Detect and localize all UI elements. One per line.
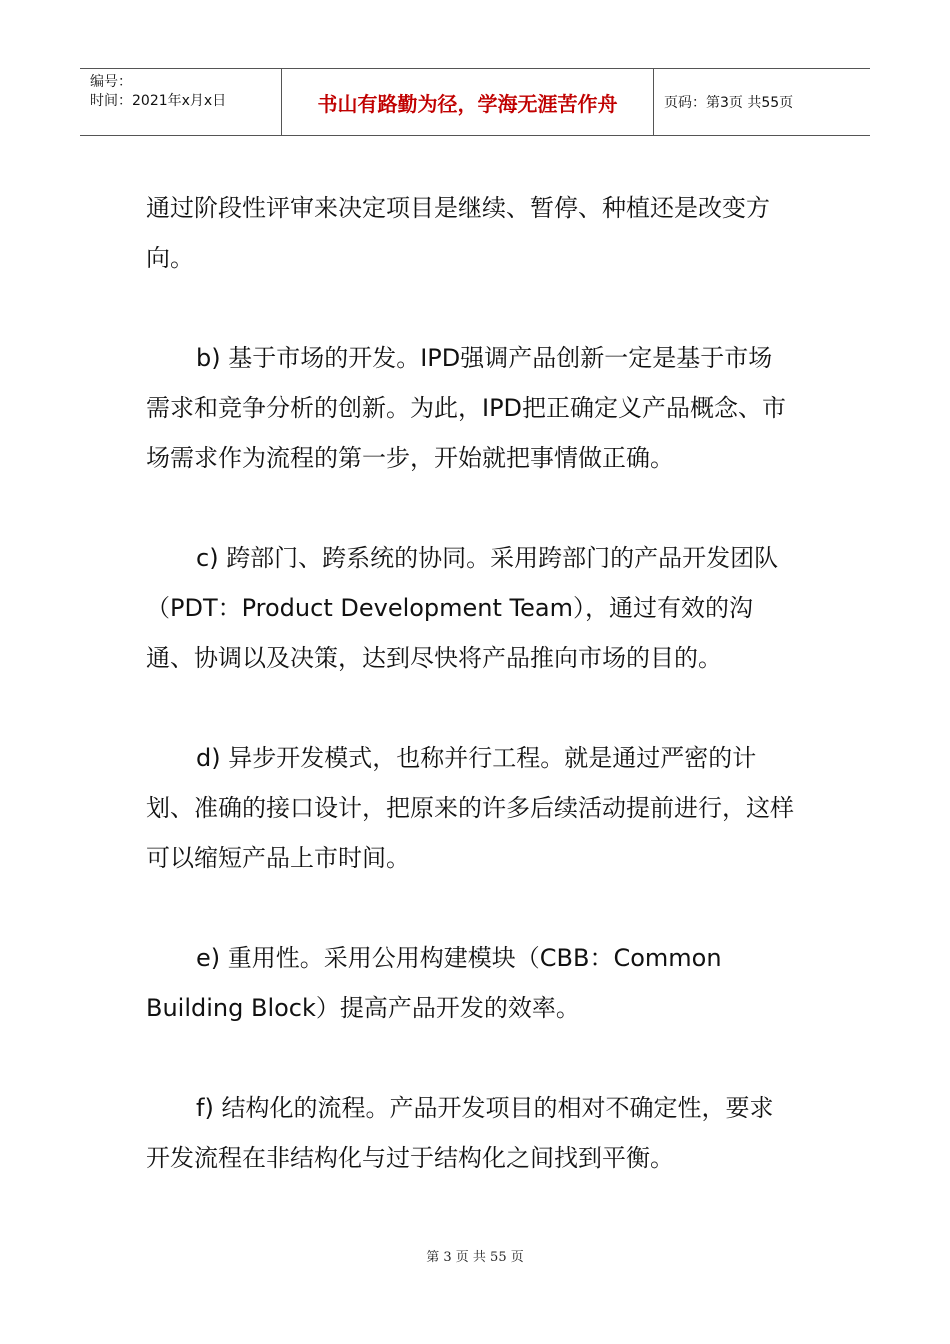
paragraph-4: d) 异步开发模式，也称并行工程。就是通过严密的计划、准确的接口设计，把原来的许多后续活动提前进行，这样可以缩短产品上市时间。 — [146, 744, 794, 872]
time-label: 时间：2021年x月x日 — [90, 93, 227, 109]
document-header — [80, 68, 870, 136]
number-label: 编号： — [90, 74, 132, 90]
header-meta — [80, 69, 282, 135]
document-body — [146, 183, 796, 1233]
paragraph-6: f) 结构化的流程。产品开发项目的相对不确定性，要求开发流程在非结构化与过于结构化之间找到平衡。 — [146, 1094, 774, 1172]
paragraph-3: c) 跨部门、跨系统的协同。采用跨部门的产品开发团队（PDT：Product Development Team），通过有效的沟通、协调以及决策，达到尽快将产品推向市场的目的。 — [146, 544, 779, 672]
paragraph-5: e) 重用性。采用公用构建模块（CBB：Common Building Block）提高产品开发的效率。 — [146, 944, 722, 1022]
header-motto: 书山有路勤为径，学海无涯苦作舟 — [282, 69, 654, 135]
page-footer: 第 3 页 共 55 页 — [426, 1250, 524, 1265]
paragraph-1: 通过阶段性评审来决定项目是继续、暂停、种植还是改变方向。 — [146, 194, 770, 272]
paragraph-2: b) 基于市场的开发。IPD强调产品创新一定是基于市场需求和竞争分析的创新。为此，IPD把正确定义产品概念、市场需求作为流程的第一步，开始就把事情做正确。 — [146, 344, 787, 472]
header-page-info: 页码：第3页 共55页 — [664, 95, 794, 111]
